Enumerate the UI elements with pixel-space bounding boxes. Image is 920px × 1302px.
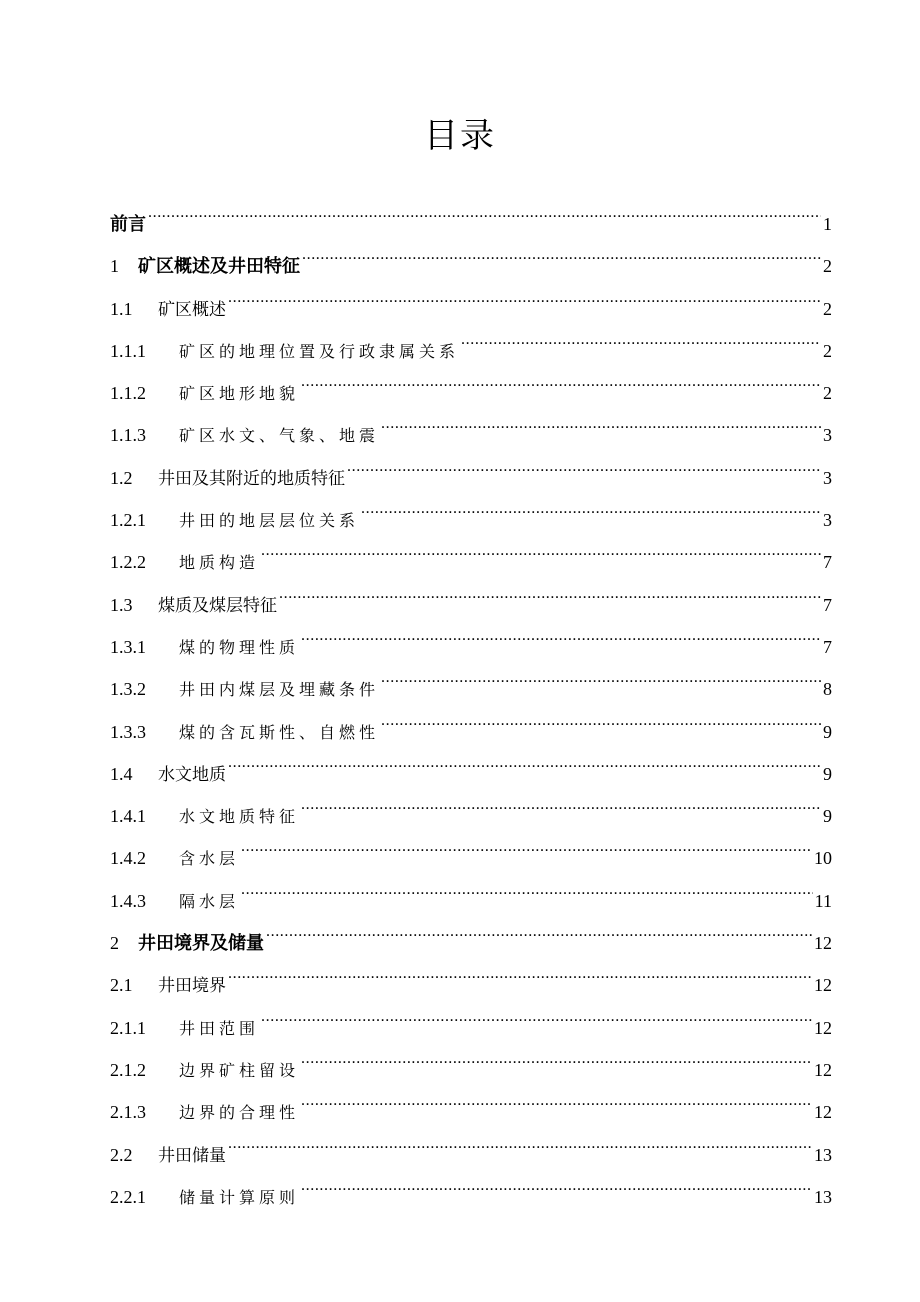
toc-page-number: 7 — [823, 594, 832, 615]
toc-dot-leader — [228, 949, 812, 991]
toc-dot-leader — [301, 357, 821, 399]
toc-entry-title: 前言 — [110, 214, 146, 235]
toc-entry-title: 隔水层 — [179, 891, 240, 911]
toc-page-number: 12 — [814, 1017, 832, 1038]
toc-entry-number: 1.4.3 — [110, 890, 146, 911]
toc-title: 目录 — [424, 116, 496, 156]
toc-entry-title: 煤的物理性质 — [179, 637, 300, 657]
toc-dot-leader — [347, 442, 821, 484]
toc-dot-leader — [361, 484, 821, 526]
toc-dot-leader — [241, 822, 812, 864]
toc-entry-number: 1.2 — [110, 467, 133, 488]
toc-entry-number: 2.1.1 — [110, 1017, 146, 1038]
toc-page-number: 2 — [823, 383, 832, 404]
toc-entry-number: 1.3.3 — [110, 721, 146, 742]
toc-entry-number: 2 — [110, 933, 119, 954]
toc-entry-number: 1.3.1 — [110, 636, 146, 657]
toc-entry-title: 井田及其附近的地质特征 — [158, 468, 345, 489]
toc-entry-title: 水文地质 — [158, 764, 226, 785]
toc-entry-title: 井田境界及储量 — [138, 933, 264, 955]
toc-dot-leader — [228, 738, 821, 780]
toc-dot-leader — [228, 1119, 812, 1161]
toc-page-number: 1 — [823, 214, 832, 234]
toc-page-number: 7 — [823, 552, 832, 573]
toc-dot-leader — [461, 315, 821, 357]
toc-page-number: 9 — [823, 763, 832, 784]
toc-page-number: 12 — [814, 933, 832, 954]
toc-entry-number: 1.1.3 — [110, 425, 146, 446]
toc-dot-leader — [279, 569, 821, 611]
toc-entry-title: 井田范围 — [179, 1018, 260, 1038]
toc-entry-title: 井田内煤层及埋藏条件 — [179, 680, 380, 700]
toc-dot-leader — [261, 526, 821, 568]
toc-entry-number: 1.1 — [110, 298, 133, 319]
toc-page-number: 2 — [823, 298, 832, 319]
toc-page-number: 11 — [814, 890, 832, 911]
toc-page-number: 3 — [823, 425, 832, 446]
toc-entry-number: 1.3 — [110, 594, 133, 615]
toc-entry-number: 1.1.1 — [110, 340, 146, 361]
toc-page-number: 9 — [823, 806, 832, 827]
toc-dot-leader — [301, 780, 821, 822]
toc-dot-leader — [302, 230, 821, 272]
toc-entry-title: 井田储量 — [158, 1145, 226, 1166]
toc-dot-leader — [241, 865, 813, 907]
toc-page-number: 10 — [814, 848, 832, 869]
toc-entry-number: 1.1.2 — [110, 383, 146, 404]
toc-dot-leader — [148, 188, 821, 230]
toc-page-number: 7 — [823, 636, 832, 657]
toc-page-number: 12 — [814, 975, 832, 996]
toc-entry[interactable] — [110, 230, 832, 278]
toc-entry-title: 矿区地形地貌 — [179, 384, 300, 404]
toc-page-number: 13 — [814, 1144, 832, 1165]
toc-entry-number: 1.3.2 — [110, 679, 146, 700]
toc-dot-leader — [381, 653, 821, 695]
toc-entry[interactable] — [110, 188, 832, 235]
toc-dot-leader — [301, 1034, 812, 1076]
toc-entry-number: 1.4.2 — [110, 848, 146, 869]
toc-entry-title: 储量计算原则 — [179, 1187, 300, 1207]
toc-entry-number: 1.4.1 — [110, 806, 146, 827]
toc-dot-leader — [381, 399, 821, 441]
toc-entry-title: 边界矿柱留设 — [179, 1060, 300, 1080]
toc-dot-leader — [301, 1161, 812, 1203]
toc-page-number: 2 — [823, 256, 832, 277]
toc-entry-title: 矿区概述及井田特征 — [138, 256, 300, 278]
toc-entry-title: 矿区概述 — [158, 299, 226, 320]
toc-page-number: 12 — [814, 1102, 832, 1123]
toc-entry-number: 2.1.2 — [110, 1059, 146, 1080]
toc-entry-title: 边界的合理性 — [179, 1103, 300, 1123]
toc-entry-number: 2.1 — [110, 975, 133, 996]
toc-entry-title: 地质构造 — [179, 553, 260, 573]
toc-dot-leader — [301, 611, 821, 653]
toc-page-number: 3 — [823, 510, 832, 531]
table-of-contents — [110, 188, 832, 1207]
toc-dot-leader — [381, 696, 821, 738]
toc-dot-leader — [301, 1076, 812, 1118]
toc-entry-title: 矿区的地理位置及行政隶属关系 — [179, 341, 460, 361]
toc-entry-number: 1.2.2 — [110, 552, 146, 573]
toc-page-number: 8 — [823, 679, 832, 700]
toc-entry-number: 1 — [110, 256, 119, 277]
toc-page-number: 2 — [823, 340, 832, 361]
toc-entry-title: 煤的含瓦斯性、自燃性 — [179, 722, 380, 742]
toc-entry-title: 井田境界 — [158, 976, 226, 997]
toc-entry-number: 2.2 — [110, 1144, 133, 1165]
toc-page-number: 13 — [814, 1186, 832, 1207]
toc-entry-title: 含水层 — [179, 849, 240, 869]
toc-entry-title: 矿区水文、气象、地震 — [179, 426, 380, 446]
toc-entry-title: 井田的地层层位关系 — [179, 511, 360, 531]
toc-entry-title: 煤质及煤层特征 — [158, 595, 277, 616]
toc-dot-leader — [261, 992, 812, 1034]
toc-entry-number: 1.4 — [110, 763, 133, 784]
toc-dot-leader — [266, 907, 812, 949]
toc-entry-number: 2.2.1 — [110, 1186, 146, 1207]
toc-page-number: 9 — [823, 721, 832, 742]
toc-page-number: 3 — [823, 467, 832, 488]
toc-entry-number: 1.2.1 — [110, 510, 146, 531]
toc-entry-title: 水文地质特征 — [179, 807, 300, 827]
toc-page-number: 12 — [814, 1059, 832, 1080]
toc-entry-number: 2.1.3 — [110, 1102, 146, 1123]
toc-dot-leader — [228, 273, 821, 315]
